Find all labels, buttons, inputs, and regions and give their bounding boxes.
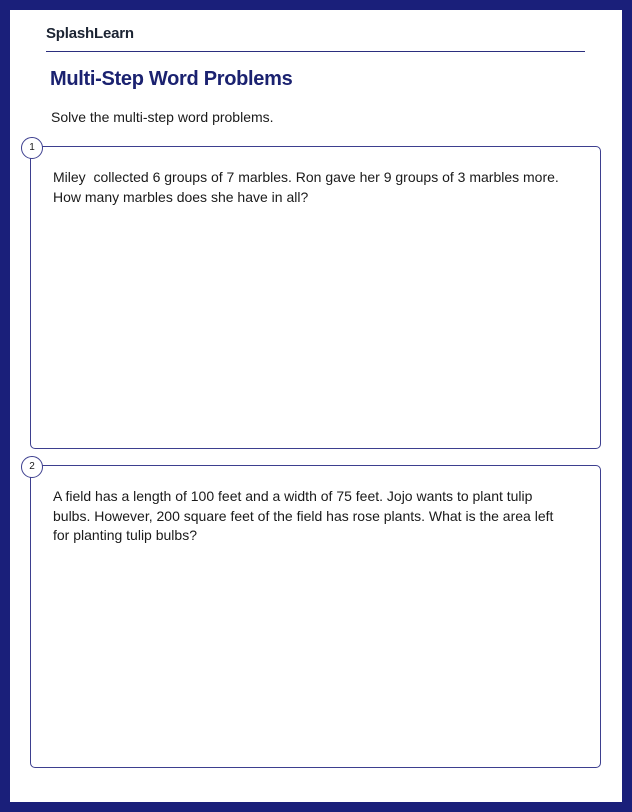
instruction-text: Solve the multi-step word problems. [51, 109, 274, 125]
problem-number-badge: 1 [21, 137, 43, 159]
problem-box-2 [29, 461, 601, 768]
problem-box-1 [29, 142, 601, 449]
header-divider [46, 51, 585, 52]
page-title: Multi-Step Word Problems [50, 68, 293, 90]
brand-logo: SplashLearn [46, 25, 134, 42]
worksheet-page [10, 10, 622, 802]
problem-text: Miley collected 6 groups of 7 marbles. Ron gave her 9 groups of 3 marbles more. How many marbles does she have in all? [53, 169, 563, 205]
problem-number-badge: 2 [21, 456, 43, 478]
problem-text: A field has a length of 100 feet and a width of 75 feet. Jojo wants to plant tulip bulbs. However, 200 square feet of the field has rose plants. What is the area left for planting tulip bulbs? [53, 488, 558, 543]
